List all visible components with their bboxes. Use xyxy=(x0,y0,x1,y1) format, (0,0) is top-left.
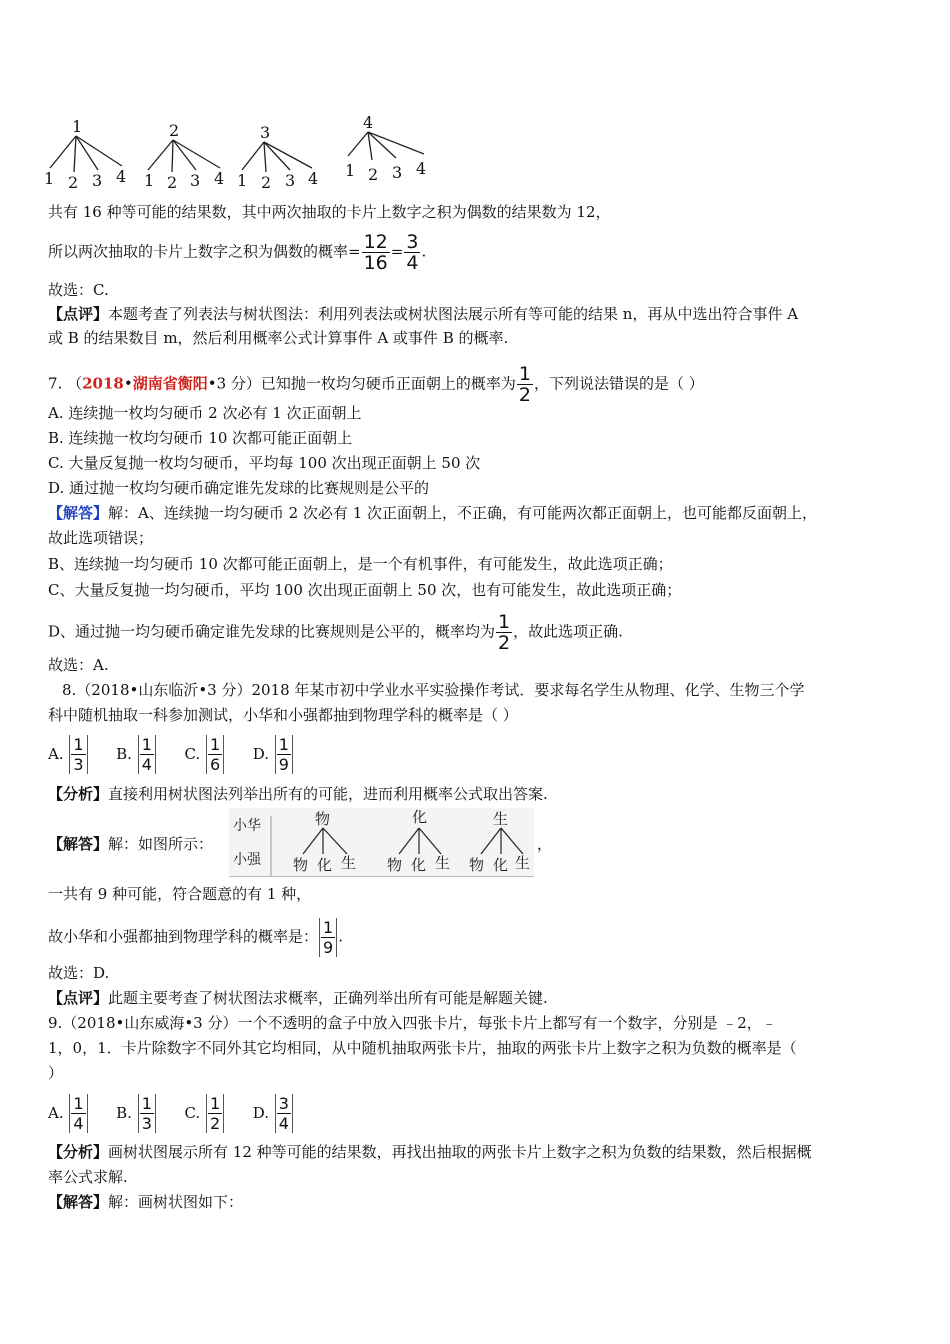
question-9-stem: 9.（2018•山东威海•3 分）一个不透明的盒子中放入四张卡片，每张卡片上都写有一个数字，分别是 ﹣2，﹣ xyxy=(48,1014,777,1032)
q8-solution: 【解答】解：如图所示： xyxy=(48,835,214,853)
q8-option-d: D. $\frac{1}{9}$ xyxy=(253,745,294,763)
subject-tree-1 xyxy=(293,810,356,874)
tree-leaf: 2 xyxy=(167,173,178,192)
tree-leaf: 3 xyxy=(190,171,201,190)
q7-option-b: B. 连续抛一枚均匀硬币 10 次都可能正面朝上 xyxy=(48,429,353,447)
tree-leaf: 1 xyxy=(345,161,356,180)
total-outcomes-line: 共有 16 种等可能的结果数，其中两次抽取的卡片上数字之积为偶数的结果数为 12， xyxy=(48,203,611,221)
q7-solution-3: B、连续抛一均匀硬币 10 次都可能正面朝上，是一个有机事件，有可能发生，故此选项正确； xyxy=(48,555,673,573)
q7-answer: 故选：A. xyxy=(48,656,109,674)
q7-solution-5: D、通过抛一均匀硬币确定谁先发球的比赛规则是公平的，概率均为 $\frac{1}{2}$ ，故此选项正确. xyxy=(48,611,623,654)
svg-text:化: 化 xyxy=(493,856,509,874)
svg-text:化: 化 xyxy=(411,856,427,874)
q8-probability: 故小华和小强都抽到物理学科的概率是： $\frac{1}{9}$ . xyxy=(48,918,343,957)
q9-solution: 【解答】解：画树状图如下： xyxy=(48,1193,244,1211)
tree-leaf: 4 xyxy=(308,169,319,188)
q9-option-d: D. $\frac{3}{4}$ xyxy=(253,1104,294,1122)
tree-root: 4 xyxy=(363,113,374,132)
q9-analysis: 【分析】画树状图展示所有 12 种等可能的结果数，再找出抽取的两张卡片上数字之积为负数的结果数，然后根据概 xyxy=(48,1143,812,1161)
question-8-stem: 8.（2018•山东临沂•3 分）2018 年某市初中学业水平实验操作考试．要求每名学生从物理、化学、生物三个学 xyxy=(62,681,805,699)
tree-leaf: 3 xyxy=(285,171,296,190)
q7-option-d: D. 通过抛一枚均匀硬币确定谁先发球的比赛规则是公平的 xyxy=(48,479,430,497)
svg-text:化: 化 xyxy=(412,808,428,826)
q7-option-a: A. 连续抛一枚均匀硬币 2 次必有 1 次正面朝上 xyxy=(48,404,362,422)
q8-count: 一共有 9 种可能，符合题意的有 1 种， xyxy=(48,885,312,903)
svg-text:小华: 小华 xyxy=(233,818,261,834)
q7-solution-4: C、大量反复抛一均匀硬币，平均 100 次出现正面朝上 50 次，也有可能发生，故此选项正确； xyxy=(48,581,682,599)
svg-text:生: 生 xyxy=(515,854,531,872)
tree-leaf: 3 xyxy=(392,163,403,182)
q8-review: 【点评】此题主要考查了树状图法求概率，正确列举出所有可能是解题关键. xyxy=(48,989,548,1007)
tree-root: 3 xyxy=(260,123,271,142)
subject-tree-3 xyxy=(469,810,530,874)
tree-leaf: 1 xyxy=(44,169,55,188)
svg-text:物: 物 xyxy=(293,856,309,874)
question-8-stem-cont: 科中随机抽取一科参加测试，小华和小强都抽到物理学科的概率是（ ） xyxy=(48,706,518,724)
fraction-3-4: $\frac{3}{4}$ xyxy=(406,231,419,274)
subject-tree-2 xyxy=(387,808,450,874)
svg-text:生: 生 xyxy=(493,810,509,828)
q8-option-c: C. $\frac{1}{6}$ xyxy=(184,745,225,763)
tree-root: 2 xyxy=(169,121,180,140)
question-9-stem-cont: 1，0，1．卡片除数字不同外其它均相同，从中随机抽取两张卡片，抽取的两张卡片上数字之积为负数的概率是（ xyxy=(48,1039,797,1057)
tree-4 xyxy=(345,113,426,184)
q9-analysis-cont: 率公式求解. xyxy=(48,1168,128,1186)
q8-option-a: A. $\frac{1}{3}$ xyxy=(48,745,89,763)
svg-text:化: 化 xyxy=(317,856,333,874)
tree-2 xyxy=(144,121,224,192)
svg-text:小强: 小强 xyxy=(233,852,261,868)
tree-3 xyxy=(237,123,318,192)
fraction-1-2: $\frac{1}{2}$ xyxy=(498,611,511,654)
svg-text:物: 物 xyxy=(469,856,485,874)
tree-leaf: 2 xyxy=(261,173,272,192)
tree-leaf: 1 xyxy=(237,171,248,190)
svg-text:生: 生 xyxy=(435,854,451,872)
q8-solution-comma: ， xyxy=(537,835,553,853)
svg-text:物: 物 xyxy=(387,856,403,874)
svg-text:生: 生 xyxy=(341,854,357,872)
q8-options xyxy=(48,735,294,774)
tree-leaf: 4 xyxy=(214,169,225,188)
svg-text:物: 物 xyxy=(315,810,331,828)
q8-option-b: B. $\frac{1}{4}$ xyxy=(116,745,157,763)
q7-solution-1: 【解答】解：A、连续抛一均匀硬币 2 次必有 1 次正面朝上，不正确，有可能两次都正面朝上，也可能都反面朝上， xyxy=(48,504,818,522)
tree-1 xyxy=(44,117,126,192)
q8-answer: 故选：D. xyxy=(48,964,110,982)
tree-leaf: 1 xyxy=(144,171,155,190)
tree-leaf: 2 xyxy=(368,165,379,184)
review-6-cont: 或 B 的结果数目 m，然后利用概率公式计算事件 A 或事件 B 的概率. xyxy=(48,329,509,347)
q8-analysis: 【分析】直接利用树状图法列举出所有的可能，进而利用概率公式取出答案. xyxy=(48,785,548,803)
tree-diagram-subjects xyxy=(229,808,534,877)
fraction-1-2: $\frac{1}{2}$ xyxy=(518,363,531,406)
q7-solution-2: 故此选项错误； xyxy=(48,529,154,547)
fraction-1-9: $\frac{1}{9}$ xyxy=(319,918,337,957)
fraction-12-16: $\frac{12}{16}$ xyxy=(363,231,388,274)
q9-options xyxy=(48,1094,294,1133)
tree-diagram-cards xyxy=(40,110,440,192)
tree-leaf: 4 xyxy=(116,167,127,186)
tree-leaf: 2 xyxy=(68,173,79,192)
review-6: 【点评】本题考查了列表法与树状图法：利用列表法或树状图法展示所有等可能的结果 n，再从中选出符合事件 A xyxy=(48,305,799,323)
question-9-stem-end: ） xyxy=(48,1064,64,1082)
answer-6: 故选：C. xyxy=(48,281,109,299)
q7-option-c: C. 大量反复抛一枚均匀硬币，平均每 100 次出现正面朝上 50 次 xyxy=(48,454,481,472)
tree-leaf: 3 xyxy=(92,171,103,190)
q9-option-c: C. $\frac{1}{2}$ xyxy=(184,1104,225,1122)
q9-option-b: B. $\frac{1}{3}$ xyxy=(116,1104,157,1122)
tree-root: 1 xyxy=(72,117,83,136)
q9-option-a: A. $\frac{1}{4}$ xyxy=(48,1104,89,1122)
question-7-stem: 7. （2018•湖南省衡阳•3 分）已知抛一枚均匀硬币正面朝上的概率为 $\frac{1}{2}$ ，下列说法错误的是（ ） xyxy=(48,363,704,406)
probability-line: 所以两次抽取的卡片上数字之积为偶数的概率= $\frac{12}{16}$ = $\frac{3}{4}$ . xyxy=(48,231,427,274)
tree-leaf: 4 xyxy=(416,159,427,178)
